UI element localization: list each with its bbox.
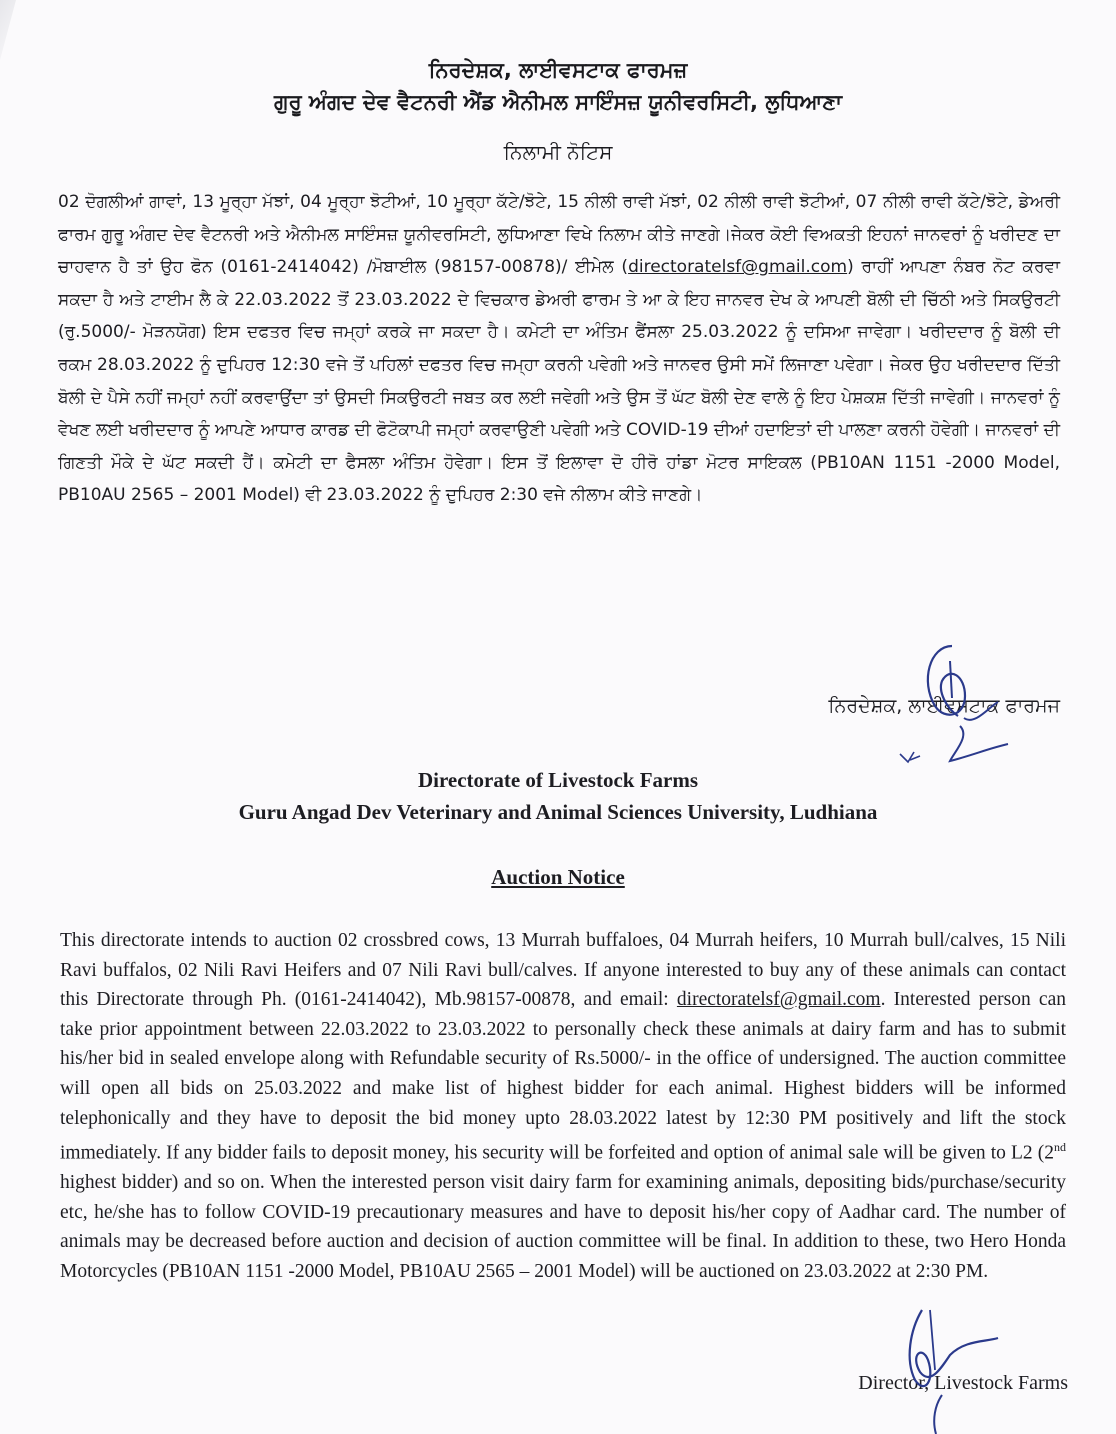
english-title-text: Auction Notice [491,865,625,889]
punjabi-heading-directorate: ਨਿਰਦੇਸ਼ਕ, ਲਾਈਵਸਟਾਕ ਫਾਰਮਜ਼ [428,58,688,82]
punjabi-title: ਨਿਲਾਮੀ ਨੋਟਿਸ [503,140,613,164]
punjabi-body-text-2: ) ਰਾਹੀਂ ਆਪਣਾ ਨੰਬਰ ਨੋਟ ਕਰਵਾ ਸਕਦਾ ਹੈ ਅਤੇ ਟਾਈਮ ਲੈ ਕੇ 22.03.2022 ਤੋਂ 23.03.2022 ਦੇ ਵਿਚਕਾਰ ਡੇਅਰੀ ਫਾਰਮ ਤੇ ਆ ਕੇ ਇਹ ਜਾਨਵਰ ਦੇਖ ਕੇ ਆਪਣੀ ਬੋਲੀ ਦੀ ਚਿੱਠੀ ਅਤੇ ਸਿਕਉਰਟੀ (ਰੁ.5000/- ਮੋੜਨਯੋਗ) ਇਸ ਦਫਤਰ ਵਿਚ ਜਮ੍ਹਾਂ ਕਰਕੇ ਜਾ ਸਕਦਾ ਹੈ। ਕਮੇਟੀ ਦਾ ਅੰਤਿਮ ਫੈਂਸਲਾ 25.03.2022 ਨੂੰ ਦਸਿਆ ਜਾਵੇਗਾ। ਖਰੀਦਦਾਰ ਨੂੰ ਬੋਲੀ ਦੀ ਰਕਮ 28.03.2022 ਨੂੰ ਦੁਪਿਹਰ 12:30 ਵਜੇ ਤੋਂ ਪਹਿਲਾਂ ਦਫਤਰ ਵਿਚ ਜਮ੍ਹਾ ਕਰਨੀ ਪਵੇਗੀ ਅਤੇ ਜਾਨਵਰ ਉਸੀ ਸਮੇਂ ਲਿਜਾਣਾ ਪਵੇਗਾ। ਜੇਕਰ ਉਹ ਖਰੀਦਦਾਰ ਦਿੱਤੀ ਬੋਲੀ ਦੇ ਪੈਸੇ ਨਹੀਂ ਜਮ੍ਹਾਂ ਨਹੀਂ ਕਰਵਾਉਂਦਾ ਤਾਂ ਉਸਦੀ ਸਿਕਉਰਟੀ ਜਬਤ ਕਰ ਲਈ ਜਵੇਗੀ ਅਤੇ ਉਸ ਤੋਂ ਘੱਟ ਬੋਲੀ ਦੇਣ ਵਾਲੇ ਨੂੰ ਇਹ ਪੇਸ਼ਕਸ਼ ਦਿੱਤੀ ਜਾਵੇਗੀ। ਜਾਨਵਰਾਂ ਨੂੰ ਵੇਖਣ ਲਈ ਖਰੀਦਦਾਰ ਨੂੰ ਆਪਣੇ ਆਧਾਰ ਕਾਰਡ ਦੀ ਫੋਟੋਕਾਪੀ ਜਮ੍ਹਾਂ ਕਰਵਾਉਣੀ ਪਵੇਗੀ ਅਤੇ COVID-19 ਦੀਆਂ ਹਦਾਇਤਾਂ ਦੀ ਪਾਲਣਾ ਕਰਨੀ ਹੋਵੇਗੀ। ਜਾਨਵਰਾਂ ਦੀ ਗਿਣਤੀ ਮੌਕੇ ਦੇ ਘੱਟ ਸਕਦੀ ਹੈਂ। ਕਮੇਟੀ ਦਾ ਫੈਸਲਾ ਅੰਤਿਮ ਹੋਵੇਗਾ। ਇਸ ਤੋਂ ਇਲਾਵਾ ਦੋ ਹੀਰੋ ਹਾਂਡਾ ਮੋਟਰ ਸਾਇਕਲ (PB10AN 1151 -2000 Model, PB10AU 2565 – 2001 Model) ਵੀ 23.03.2022 ਨੂੰ ਦੁਪਿਹਰ 2:30 ਵਜੇ ਨੀਲਾਮ ਕੀਤੇ ਜਾਣਗੇ। [58,257,1060,506]
ordinal-superscript: nd [1054,1140,1066,1155]
punjabi-heading-university: ਗੁਰੂ ਅੰਗਦ ਦੇਵ ਵੈਟਨਰੀ ਐਂਡ ਐਨੀਮਲ ਸਾਇੰਸਜ਼ ਯੂਨੀਵਰਸਿਟੀ, ਲੁਧਿਆਣਾ [273,90,843,114]
english-heading-university: Guru Angad Dev Veterinary and Animal Sciences University, Ludhiana [238,800,878,824]
punjabi-body-text-1: 02 ਦੋਗਲੀਆਂ ਗਾਵਾਂ, 13 ਮੂਰ੍ਹਾ ਮੱਝਾਂ, 04 ਮੂਰ੍ਹਾ ਝੋਟੀਆਂ, 10 ਮੂਰ੍ਹਾ ਕੱਟੇ/ਝੋਟੇ, 15 ਨੀਲੀ ਰਾਵੀ ਮੱਝਾਂ, 02 ਨੀਲੀ ਰਾਵੀ ਝੋਟੀਆਂ, 07 ਨੀਲੀ ਰਾਵੀ ਕੱਟੇ/ਝੋਟੇ, ਡੇਅਰੀ ਫਾਰਮ ਗੁਰੂ ਅੰਗਦ ਦੇਵ ਵੈਟਨਰੀ ਅਤੇ ਐਨੀਮਲ ਸਾਇੰਸਜ਼ ਯੂਨੀਵਰਸਿਟੀ, ਲੁਧਿਆਣਾ ਵਿਖੇ ਨਿਲਾਮ ਕੀਤੇ ਜਾਣਗੇ।ਜੇਕਰ ਕੋਈ ਵਿਅਕਤੀ ਇਹਨਾਂ ਜਾਨਵਰਾਂ ਨੂੰ ਖਰੀਦਣ ਦਾ ਚਾਹਵਾਨ ਹੈ ਤਾਂ ਉਹ ਫੋਨ (0161-2414042) /ਮੋਬਾਈਲ (98157-00878)/ ਈਮੇਲ ( [58,192,1060,278]
punjabi-signature-label: ਨਿਰਦੇਸ਼ਕ, ਲਾਈਵਸਟਾਕ ਫਾਰਮਜ [828,695,1060,717]
paper-fold-corner [0,0,40,60]
english-body-text-1: This directorate intends to auction 02 crossbred cows, 13 Murrah buffaloes, 04 Murrah heifers, 10 Murrah bull/calves, 15 Nili Ravi buffalos, 02 Nili Ravi Heifers and 07 Nili Ravi bull/calves. If anyone interested to buy any of these animals can contact this Directorate through Ph. (0161-2414042), Mb.98157-00878, and email: [60,930,1066,1011]
english-heading-directorate: Directorate of Livestock Farms [417,768,699,792]
director-signature-english [880,1300,1030,1434]
english-body-text-3: highest bidder) and so on. When the interested person visit dairy farm for examining animals, depositing bids/purchase/security etc, he/she has to follow COVID-19 precautionary measures and have to deposit his/her copy of Aadhar card. The number of animals may be decreased before auction and decision of auction committee will be final. In addition to these, two Hero Honda Motorcycles (PB10AN 1151 -2000 Model, PB10AU 2565 – 2001 Model) will be auctioned on 23.03.2022 at 2:30 PM. [60,1172,1066,1283]
punjabi-body [58,186,1060,512]
punjabi-email-link[interactable]: directoratelsf@gmail.com [628,257,848,278]
english-signature-label: Director, Livestock Farms [858,1372,1068,1394]
english-body-text-2: . Interested person can take prior appointment between 22.03.2022 to 23.03.2022 to personally check these animals at dairy farm and has to submit his/her bid in sealed envelope along with Refundable security of Rs.5000/- in the office of undersigned. The auction committee will open all bids on 25.03.2022 and make list of highest bidder for each animal. Highest bidders will be informed telephonically and they have to deposit the bid money upto 28.03.2022 latest by 12:30 PM positively and lift the stock immediately. If any bidder fails to deposit money, his security will be forfeited and option of animal sale will be given to L2 (2 [60,989,1066,1164]
english-title [0,865,1116,890]
english-body [60,926,1066,1287]
english-email-link[interactable]: directoratelsf@gmail.com [676,989,881,1011]
